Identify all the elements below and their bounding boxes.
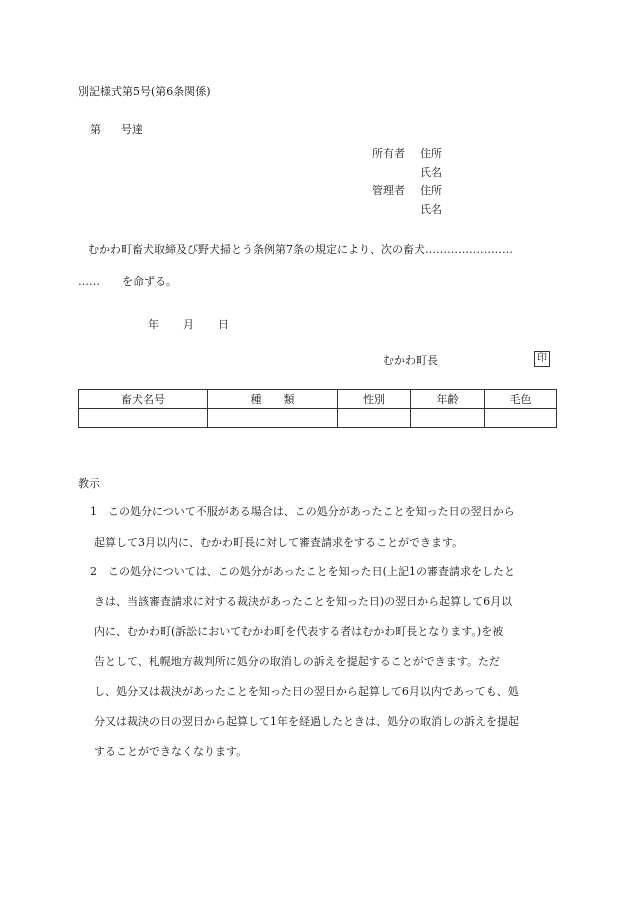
owner-label: 所有者	[372, 147, 405, 160]
date-month: 月	[183, 318, 194, 331]
form-title: 別記様式第5号(第6条関係)	[78, 85, 211, 98]
order-text-line-2: …… を命ずる。	[78, 275, 177, 288]
seal-mark: 印	[534, 351, 550, 367]
manager-label: 管理者	[372, 184, 405, 197]
notice-item-2-line-7: することができなくなります。	[94, 745, 248, 758]
notice-item-2-line-1: この処分については、この処分があったことを知った日(上記1の審査請求をしたと	[108, 565, 515, 578]
notice-item-1-number: 1	[90, 505, 97, 518]
notice-item-2-line-5: し、処分又は裁決があったことを知った日の翌日から起算して6月以内であっても、処	[94, 685, 519, 698]
table-row	[79, 409, 557, 428]
cell-age	[411, 409, 485, 428]
header-age: 年齢	[411, 390, 485, 409]
notice-item-2-number: 2	[90, 565, 97, 578]
notice-item-1-line-2: 起算して3月以内に、むかわ町長に対して審査請求をすることができます。	[94, 536, 464, 549]
header-sex: 性別	[338, 390, 411, 409]
cell-dog-name	[79, 409, 208, 428]
owner-address-label: 住所	[420, 147, 442, 160]
notice-item-1-line-1: この処分について不服がある場合は、この処分があったことを知った日の翌日から	[108, 505, 515, 518]
date-line	[148, 319, 229, 330]
notice-item-2-line-6: 分又は裁決の日の翌日から起算して1年を経過したときは、処分の取消しの訴えを提起	[94, 715, 519, 728]
notice-heading: 教示	[78, 477, 100, 490]
doc-number-suffix: 号達	[121, 123, 143, 136]
mayor-title: むかわ町長	[383, 354, 438, 367]
order-text-line-1: むかわ町畜犬取締及び野犬掃とう条例第7条の規定により、次の畜犬……………………	[88, 243, 513, 256]
notice-item-2-line-3: 内に、むかわ町(訴訟においてむかわ町を代表する者はむかわ町長となります。)を被	[94, 625, 504, 638]
date-day: 日	[218, 318, 229, 331]
cell-sex	[338, 409, 411, 428]
table-header-row	[79, 390, 557, 409]
date-year: 年	[148, 318, 159, 331]
manager-name-label: 氏名	[420, 203, 442, 216]
dog-info-table	[78, 389, 557, 428]
notice-item-2-line-4: 告として、札幌地方裁判所に処分の取消しの訴えを提起することができます。ただ	[94, 655, 500, 668]
header-coat-color: 毛色	[485, 390, 557, 409]
cell-breed	[208, 409, 338, 428]
document-number	[90, 124, 143, 135]
header-breed: 種 類	[208, 390, 338, 409]
doc-number-prefix: 第	[90, 123, 101, 136]
header-dog-name: 畜犬名号	[79, 390, 208, 409]
owner-name-label: 氏名	[420, 166, 442, 179]
cell-coat-color	[485, 409, 557, 428]
notice-item-2-line-2: きは、当該審査請求に対する裁決があったことを知った日)の翌日から起算して6月以	[94, 595, 513, 608]
manager-address-label: 住所	[420, 184, 442, 197]
